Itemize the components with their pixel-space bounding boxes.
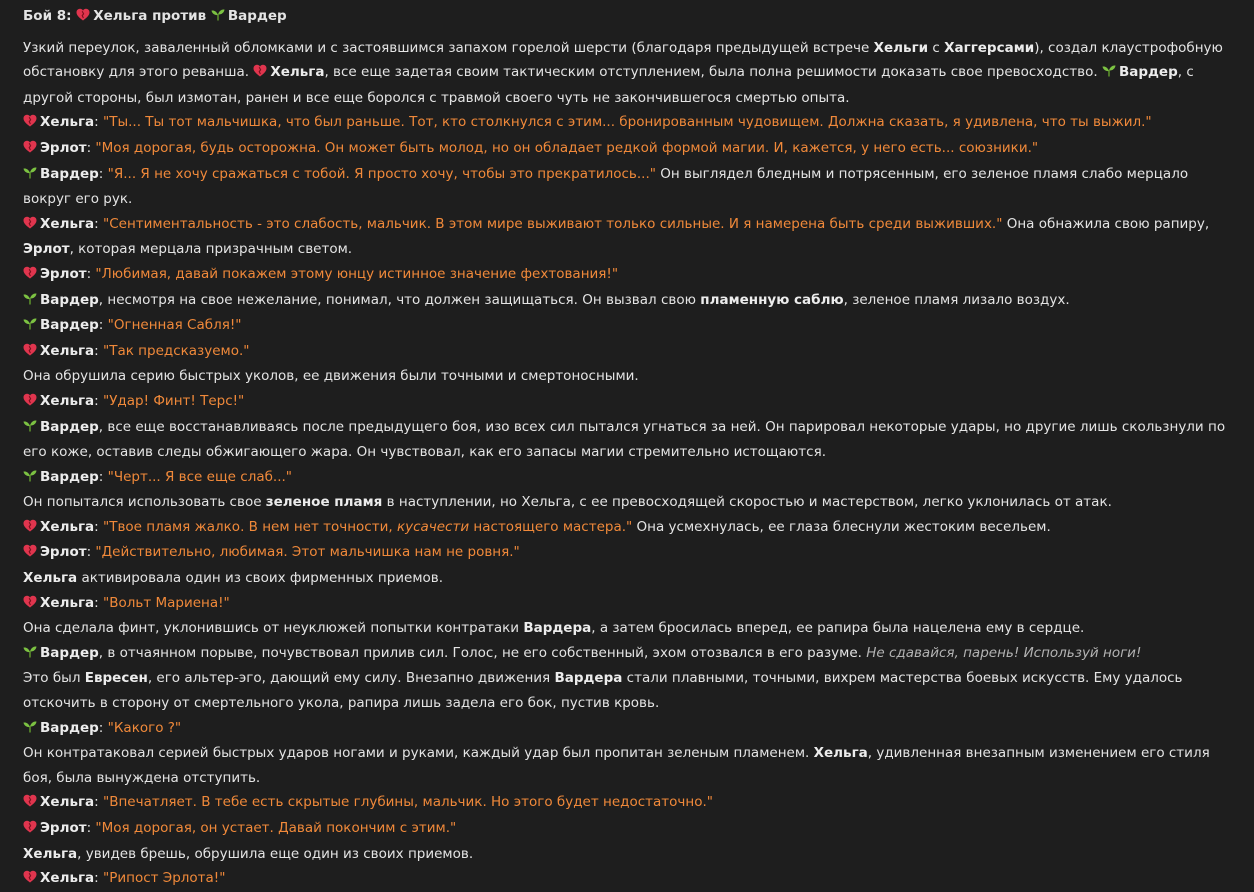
narration-text: :: [98, 468, 108, 485]
story-line: [23, 162, 1230, 212]
character-name: Эрлот: [23, 241, 70, 258]
dialogue-quote: "Я... Я не хочу сражаться с тобой. Я просто хочу, чтобы это прекратилось...": [107, 165, 656, 182]
character-name: Вардер: [40, 418, 99, 435]
character-name: Хельга: [23, 845, 78, 862]
story-line: [23, 465, 1230, 491]
narration-text: , с другой стороны, был измотан, ранен и все еще боролся с травмой своего чуть не закончившегося смертью опыта.: [23, 64, 1194, 106]
narration-text: Он контратаковал серией быстрых ударов ногами и руками, каждый удар был пропитан зеленым пламенем.: [23, 745, 814, 762]
character-name: зеленое пламя: [265, 494, 383, 511]
story-line: [23, 866, 1230, 892]
character-name: Вардер: [1118, 64, 1178, 81]
character-name: Вардера: [554, 670, 623, 687]
narration-text: , все еще восстанавливаясь после предыдущего боя, изо всех сил пытался угнаться за ней. Он парировал некоторые удары, но другие лишь скользнули по его коже, оставив следы обжигающего жара. Он чувствовал, как его запасы магии стремительно истощаются.: [23, 418, 1226, 461]
narration-text: :: [94, 594, 103, 611]
heart-icon: [23, 516, 37, 541]
sprout-icon: [23, 416, 37, 441]
narration-text: , увидев брешь, обрушила еще один из своих приемов.: [77, 845, 474, 862]
character-name: Хельга: [40, 518, 95, 535]
narration-text: :: [94, 342, 103, 359]
character-name: Хельга: [40, 794, 95, 811]
character-name: Эрлот: [40, 139, 87, 156]
heart-icon: [23, 137, 37, 162]
narration-text: :: [94, 114, 103, 131]
story-line: [23, 262, 1230, 288]
character-name: Хельга: [40, 215, 95, 232]
dialogue-quote: "Вольт Мариена!": [103, 594, 230, 611]
narration-text: Он выглядел бледным и потрясенным, его зеленое пламя слабо мерцало вокруг его рук.: [23, 165, 1189, 208]
narration-text: , в отчаянном порыве, почувствовал прилив сил. Голос, не его собственный, эхом отозвался в его разуме.: [98, 644, 867, 661]
sprout-icon: [23, 289, 37, 314]
narration-text: Она обнажила свою рапиру,: [1002, 215, 1210, 232]
dialogue-quote: "Моя дорогая, он устает. Давай покончим с этим.": [95, 820, 457, 836]
heart-icon: [23, 592, 37, 617]
heart-icon: [253, 61, 267, 86]
dialogue-quote: "Ты... Ты тот мальчишка, что был раньше. Тот, кто столкнулся с этим... бронированным чудовищем. Должна сказать, я удивлена, что ты выжил.": [103, 114, 1152, 131]
character-name: Эрлот: [40, 265, 87, 282]
character-name: Вардер: [40, 317, 99, 334]
story-line: [23, 566, 1230, 591]
narration-text: :: [94, 870, 103, 887]
narration-text: ), создал клаустрофобную обстановку для этого реванша.: [23, 39, 1223, 81]
character-name: Вардера: [523, 620, 592, 637]
story-line: [23, 540, 1230, 566]
dialogue-quote: "Какого ?": [107, 719, 182, 736]
narration-text: Она сделала финт, уклонившись от неуклюжей попытки контратаки: [23, 620, 524, 637]
narration-text: Узкий переулок, заваленный обломками и с застоявшимся запахом горелой шерсти (благодаря предыдущей встрече: [23, 39, 874, 56]
narration-text: :: [94, 518, 103, 535]
character-name: Хельга: [40, 392, 95, 409]
heart-icon: [23, 111, 37, 136]
character-name: Хельга: [813, 745, 868, 762]
character-name: Хаггерсами: [944, 39, 1035, 56]
narration-text: Вардер: [227, 8, 287, 24]
narration-text: в наступлении, но Хельга, с ее превосходящей скоростью и мастерством, легко уклонилась от атак.: [382, 494, 1112, 511]
story-line: [23, 364, 1230, 389]
dialogue-quote: "Черт... Я все еще слаб...": [107, 468, 293, 485]
narration-text: с: [928, 39, 945, 56]
character-name: Вардер: [40, 644, 99, 661]
dialogue-quote: "Любимая, давай покажем этому юнцу истинное значение фехтования!": [95, 265, 619, 282]
sprout-icon: [23, 642, 37, 667]
story-line: [23, 313, 1230, 339]
narration-text: Он попытался использовать свое: [23, 494, 266, 511]
character-name: Вардер: [40, 291, 99, 308]
character-name: Хельга: [270, 64, 325, 81]
character-name: Вардер: [40, 468, 99, 485]
narration-text: , которая мерцала призрачным светом.: [69, 241, 353, 258]
dialogue-quote: настоящего мастера.": [469, 518, 633, 535]
narration-text: :: [98, 317, 108, 334]
character-name: Хельги: [873, 39, 929, 56]
story-line: [23, 842, 1230, 867]
dialogue-quote: "Рипост Эрлота!": [103, 870, 226, 887]
story-line: [23, 288, 1230, 314]
narration-text: стали плавными, точными, вихрем мастерства боевых искусств. Ему удалось отскочить в сторону от смертельного укола, рапира лишь задела его бок, пустив кровь.: [23, 670, 1183, 712]
fight-title: [23, 4, 1230, 30]
narration-text: Хельга против: [93, 8, 211, 24]
narration-text: :: [98, 165, 108, 182]
story-line: [23, 389, 1230, 415]
narration-text: :: [86, 139, 96, 156]
sprout-icon: [211, 5, 225, 30]
character-name: Хельга: [40, 594, 95, 611]
heart-icon: [23, 867, 37, 892]
dialogue-quote-emphasis: кусачести: [396, 518, 470, 535]
character-name: Эрлот: [40, 544, 87, 561]
narration-text: , зеленое пламя лизало воздух.: [843, 291, 1070, 308]
narration-text: , несмотря на свое нежелание, понимал, что должен защищаться. Он вызвал свою: [98, 291, 701, 308]
character-name: Евресен: [84, 670, 148, 687]
story-line: [23, 136, 1230, 162]
character-name: Хельга: [40, 342, 95, 359]
sprout-icon: [23, 717, 37, 742]
heart-icon: [23, 263, 37, 288]
story-line: [23, 339, 1230, 365]
narration-text: :: [86, 544, 96, 561]
story-line: [23, 415, 1230, 465]
heart-icon: [23, 791, 37, 816]
narration-text: Она усмехнулась, ее глаза блеснули жестоким весельем.: [632, 518, 1051, 535]
sprout-icon: [23, 163, 37, 188]
heart-icon: [23, 213, 37, 238]
narration-text: Это был: [23, 670, 85, 687]
narration-text: :: [94, 392, 103, 409]
story-line: [23, 212, 1230, 262]
story-line: [23, 716, 1230, 742]
dialogue-quote: "Впечатляет. В тебе есть скрытые глубины, мальчик. Но этого будет недостаточно.": [103, 794, 713, 811]
heart-icon: [23, 817, 37, 842]
character-name: Вардер: [40, 719, 99, 736]
heart-icon: [76, 5, 90, 30]
character-name: Хельга: [23, 570, 78, 587]
sprout-icon: [23, 314, 37, 339]
dialogue-quote: "Огненная Сабля!": [107, 317, 242, 334]
narration-text: Она обрушила серию быстрых уколов, ее движения были точными и смертоносными.: [23, 368, 639, 385]
dialogue-quote: "Действительно, любимая. Этот мальчишка нам не ровня.": [95, 544, 520, 561]
story-line: [23, 741, 1230, 790]
narration-text: , а затем бросилась вперед, ее рапира была нацелена ему в сердце.: [591, 620, 1085, 637]
story-line: [23, 816, 1230, 842]
story-line: [23, 666, 1230, 715]
narration-text: :: [94, 794, 103, 811]
narration-text: :: [86, 820, 96, 836]
story-line: [23, 641, 1230, 667]
narration-text: :: [98, 719, 108, 736]
character-name: Хельга: [40, 870, 95, 887]
story-line: [23, 36, 1230, 111]
narration-text: :: [86, 265, 96, 282]
story-line: [23, 616, 1230, 641]
dialogue-quote: "Удар! Финт! Терс!": [103, 392, 245, 409]
story-line: [23, 790, 1230, 816]
dialogue-quote: "Моя дорогая, будь осторожна. Он может быть молод, но он обладает редкой формой магии. И, кажется, у него есть... союзники.": [95, 139, 1039, 156]
heart-icon: [23, 390, 37, 415]
story-line: [23, 515, 1230, 541]
story-line: [23, 490, 1230, 515]
character-name: Эрлот: [40, 820, 87, 836]
sprout-icon: [1102, 61, 1116, 86]
narration-text: , его альтер-эго, дающий ему силу. Внезапно движения: [147, 670, 555, 687]
narration-text: , удивленная внезапным изменением его стиля боя, была вынуждена отступить.: [23, 745, 1210, 786]
dialogue-quote: "Твое пламя жалко. В нем нет точности,: [103, 518, 397, 535]
inner-voice: Не сдавайся, парень! Используй ноги!: [866, 644, 1142, 661]
narration-text: , все еще задетая своим тактическим отступлением, была полна решимости доказать свое превосходство.: [324, 64, 1102, 81]
heart-icon: [23, 541, 37, 566]
dialogue-quote: "Так предсказуемо.": [103, 342, 250, 359]
character-name: Вардер: [40, 165, 99, 182]
narration-text: активировала один из своих фирменных приемов.: [77, 570, 444, 587]
character-name: Хельга: [40, 114, 95, 131]
story-line: [23, 110, 1230, 136]
sprout-icon: [23, 466, 37, 491]
narration-text: :: [94, 215, 103, 232]
narration-text: Бой 8:: [23, 8, 77, 24]
dialogue-quote: "Сентиментальность - это слабость, мальчик. В этом мире выживают только сильные. И я намерена быть среди выживших.": [103, 215, 1003, 232]
story-line: [23, 591, 1230, 617]
character-name: пламенную саблю: [700, 291, 844, 308]
heart-icon: [23, 340, 37, 365]
